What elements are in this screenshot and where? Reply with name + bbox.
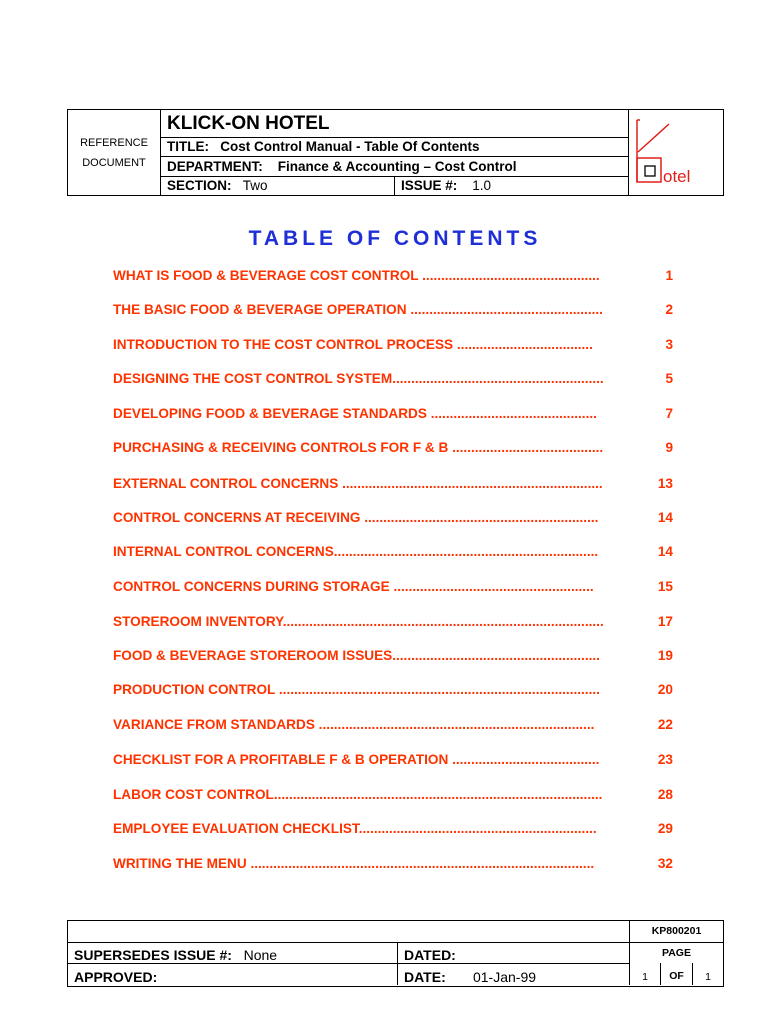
reference-document-cell bbox=[68, 110, 161, 195]
page-current: 1 bbox=[642, 971, 648, 983]
toc-entry-page: 3 bbox=[665, 337, 673, 352]
toc-entry-page: 23 bbox=[657, 752, 673, 767]
page-of: OF bbox=[669, 970, 684, 982]
toc-entry[interactable] bbox=[113, 856, 673, 876]
toc-entry-page: 2 bbox=[665, 302, 673, 317]
document-label: DOCUMENT bbox=[82, 156, 146, 169]
toc-entry-page: 7 bbox=[665, 406, 673, 421]
toc-entry[interactable] bbox=[113, 648, 673, 668]
toc-entry-page: 13 bbox=[657, 476, 673, 491]
section-row bbox=[161, 177, 628, 196]
toc-entry[interactable] bbox=[113, 510, 673, 530]
toc-entry-page: 15 bbox=[657, 579, 673, 594]
toc-entry[interactable] bbox=[113, 752, 673, 772]
toc-entry[interactable] bbox=[113, 371, 673, 391]
toc-entry[interactable] bbox=[113, 717, 673, 737]
issue-cell bbox=[395, 177, 491, 195]
toc-entry-title: PURCHASING & RECEIVING CONTROLS FOR F & B ........................................ bbox=[113, 440, 604, 455]
date-value: 01-Jan-99 bbox=[472, 969, 537, 985]
toc-entry[interactable] bbox=[113, 544, 673, 564]
section-value: Two bbox=[242, 178, 268, 193]
approved-label: APPROVED: bbox=[74, 969, 158, 985]
hotel-logo bbox=[628, 110, 723, 195]
toc-entry[interactable] bbox=[113, 406, 673, 426]
toc-entry-page: 22 bbox=[657, 717, 673, 732]
header-info bbox=[161, 110, 628, 195]
toc-entry-title: THE BASIC FOOD & BEVERAGE OPERATION ................................................... bbox=[113, 302, 603, 317]
toc-entry[interactable] bbox=[113, 440, 673, 460]
toc-entry[interactable] bbox=[113, 821, 673, 841]
toc-entry-title: INTERNAL CONTROL CONCERNS...................................................................... bbox=[113, 544, 599, 559]
toc-entry-title: CONTROL CONCERNS DURING STORAGE ..................................................... bbox=[113, 579, 594, 594]
toc-entry-title: STOREROOM INVENTORY..................................................................................... bbox=[113, 614, 604, 629]
document-code: KP800201 bbox=[651, 925, 702, 937]
toc-entry[interactable] bbox=[113, 268, 673, 288]
document-header bbox=[67, 109, 724, 196]
toc-entry[interactable] bbox=[113, 682, 673, 702]
toc-entry-title: EMPLOYEE EVALUATION CHECKLIST............................................................... bbox=[113, 821, 597, 836]
toc-entry-title: DESIGNING THE COST CONTROL SYSTEM........................................................ bbox=[113, 371, 604, 386]
toc-entry-page: 5 bbox=[665, 371, 673, 386]
department-row bbox=[161, 157, 628, 177]
title-label: TITLE: bbox=[167, 139, 209, 154]
toc-entry-page: 32 bbox=[657, 856, 673, 871]
supersedes-row bbox=[74, 946, 277, 964]
toc-entry-page: 20 bbox=[657, 682, 673, 697]
toc-entry[interactable] bbox=[113, 302, 673, 322]
toc-entry-title: FOOD & BEVERAGE STOREROOM ISSUES....................................................... bbox=[113, 648, 600, 663]
supersedes-value: None bbox=[243, 947, 278, 963]
section-cell bbox=[161, 177, 395, 196]
title-row bbox=[161, 138, 628, 157]
document-footer bbox=[67, 920, 724, 987]
toc-entry-title: WRITING THE MENU ........................................................................................... bbox=[113, 856, 595, 871]
toc-entry-page: 14 bbox=[657, 544, 673, 559]
issue-label: ISSUE #: bbox=[401, 178, 458, 193]
toc-entry[interactable] bbox=[113, 787, 673, 807]
issue-value: 1.0 bbox=[472, 178, 492, 193]
page-total: 1 bbox=[705, 971, 711, 983]
hotel-logo-icon bbox=[629, 110, 722, 194]
dated-label: DATED: bbox=[404, 947, 456, 963]
toc-entry-page: 9 bbox=[665, 440, 673, 455]
toc-entry-title: WHAT IS FOOD & BEVERAGE COST CONTROL ............................................... bbox=[113, 268, 600, 283]
toc-heading: TABLE OF CONTENTS bbox=[248, 227, 542, 250]
section-label: SECTION: bbox=[167, 178, 232, 193]
toc-entry-title: PRODUCTION CONTROL ..................................................................................... bbox=[113, 682, 600, 697]
reference-label: REFERENCE bbox=[80, 136, 148, 149]
toc-entry-page: 17 bbox=[657, 614, 673, 629]
toc-entry-page: 1 bbox=[665, 268, 673, 283]
hotel-name: KLICK-ON HOTEL bbox=[161, 110, 628, 138]
page-label: PAGE bbox=[662, 947, 691, 959]
supersedes-label: SUPERSEDES ISSUE #: bbox=[74, 947, 232, 963]
toc-entry[interactable] bbox=[113, 579, 673, 599]
toc-entry-page: 29 bbox=[657, 821, 673, 836]
toc-entry-title: INTRODUCTION TO THE COST CONTROL PROCESS .................................... bbox=[113, 337, 593, 352]
logo-text: otel bbox=[663, 167, 691, 186]
toc-entry-title: CONTROL CONCERNS AT RECEIVING .............................................................. bbox=[113, 510, 599, 525]
toc-entry[interactable] bbox=[113, 614, 673, 634]
toc-entry-title: DEVELOPING FOOD & BEVERAGE STANDARDS ............................................ bbox=[113, 406, 597, 421]
toc-entry-page: 28 bbox=[657, 787, 673, 802]
toc-entry-title: LABOR COST CONTROL....................................................................................... bbox=[113, 787, 603, 802]
toc-entry[interactable] bbox=[113, 476, 673, 496]
toc-entry-title: VARIANCE FROM STANDARDS ......................................................................... bbox=[113, 717, 595, 732]
toc-entry-title: CHECKLIST FOR A PROFITABLE F & B OPERATION ....................................... bbox=[113, 752, 600, 767]
toc-entry-page: 14 bbox=[657, 510, 673, 525]
department-label: DEPARTMENT: bbox=[167, 159, 263, 174]
toc-entry-page: 19 bbox=[657, 648, 673, 663]
title-value: Cost Control Manual - Table Of Contents bbox=[220, 139, 480, 154]
date-label: DATE: bbox=[404, 969, 446, 985]
toc-entry[interactable] bbox=[113, 337, 673, 357]
department-value: Finance & Accounting – Cost Control bbox=[277, 159, 517, 174]
toc-entry-title: EXTERNAL CONTROL CONCERNS ..................................................................... bbox=[113, 476, 603, 491]
date-row bbox=[404, 968, 536, 986]
